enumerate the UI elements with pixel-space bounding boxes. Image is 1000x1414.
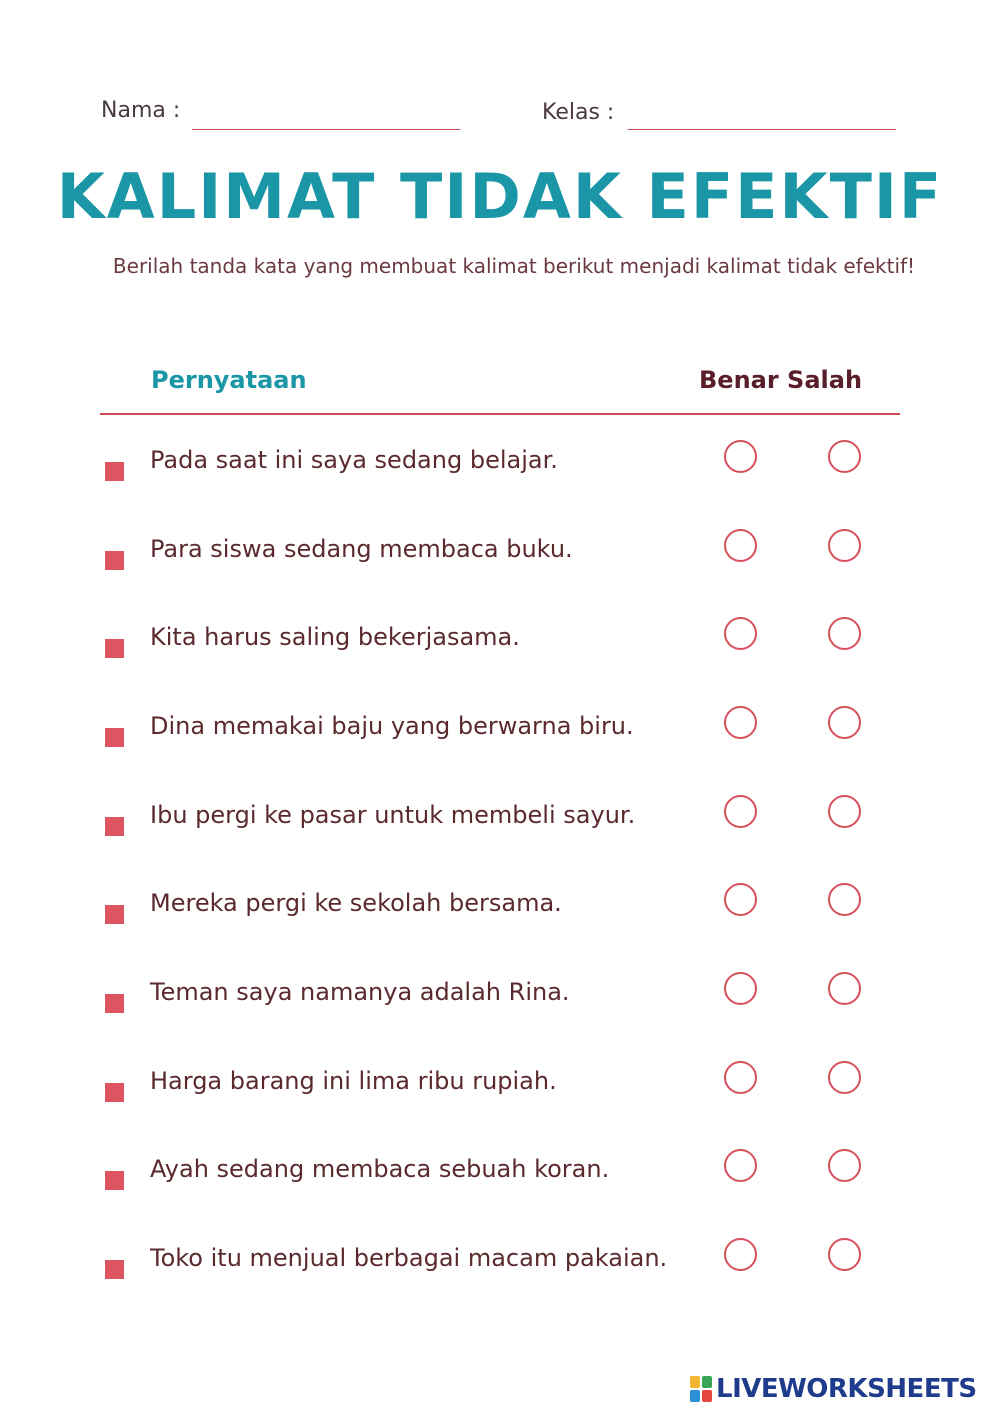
salah-radio[interactable]	[828, 617, 861, 650]
statement-text: Mereka pergi ke sekolah bersama.	[150, 889, 562, 917]
benar-radio[interactable]	[724, 1061, 757, 1094]
salah-radio[interactable]	[828, 795, 861, 828]
statement-text: Para siswa sedang membaca buku.	[150, 535, 573, 563]
statement-text: Toko itu menjual berbagai macam pakaian.	[150, 1244, 668, 1272]
salah-radio[interactable]	[828, 883, 861, 916]
statement-row-8	[0, 1067, 1000, 1137]
benar-radio[interactable]	[724, 1149, 757, 1182]
statement-row-1	[0, 446, 1000, 516]
header-divider	[100, 413, 900, 415]
square-bullet-icon	[105, 994, 124, 1013]
nama-label: Nama :	[101, 98, 181, 123]
kelas-label: Kelas :	[542, 100, 615, 125]
square-bullet-icon	[105, 1171, 124, 1190]
statement-row-3	[0, 623, 1000, 693]
square-bullet-icon	[105, 817, 124, 836]
statement-text: Dina memakai baju yang berwarna biru.	[150, 712, 634, 740]
statement-text: Ayah sedang membaca sebuah koran.	[150, 1155, 610, 1183]
salah-radio[interactable]	[828, 706, 861, 739]
square-bullet-icon	[105, 639, 124, 658]
statement-text: Ibu pergi ke pasar untuk membeli sayur.	[150, 801, 636, 829]
benar-radio[interactable]	[724, 706, 757, 739]
square-bullet-icon	[105, 551, 124, 570]
benar-radio[interactable]	[724, 617, 757, 650]
benar-radio[interactable]	[724, 795, 757, 828]
column-header-options	[699, 366, 862, 394]
statement-row-4	[0, 712, 1000, 782]
brand-text: LIVEWORKSHEETS	[716, 1374, 977, 1404]
square-bullet-icon	[105, 462, 124, 481]
statement-text: Pada saat ini saya sedang belajar.	[150, 446, 558, 474]
salah-radio[interactable]	[828, 440, 861, 473]
square-bullet-icon	[105, 1260, 124, 1279]
statement-text: Teman saya namanya adalah Rina.	[150, 978, 570, 1006]
column-header-salah: Salah	[787, 366, 863, 394]
instruction-text: Berilah tanda kata yang membuat kalimat berikut menjadi kalimat tidak efektif!	[112, 254, 916, 278]
column-header-benar: Benar	[699, 366, 779, 394]
square-bullet-icon	[105, 1083, 124, 1102]
statement-row-10	[0, 1244, 1000, 1314]
statement-row-7	[0, 978, 1000, 1048]
statement-row-2	[0, 535, 1000, 605]
salah-radio[interactable]	[828, 1061, 861, 1094]
statement-row-9	[0, 1155, 1000, 1225]
benar-radio[interactable]	[724, 1238, 757, 1271]
benar-radio[interactable]	[724, 883, 757, 916]
square-bullet-icon	[105, 728, 124, 747]
kelas-field[interactable]	[628, 129, 896, 130]
nama-field[interactable]	[192, 129, 460, 130]
liveworksheets-icon	[690, 1376, 712, 1402]
benar-radio[interactable]	[724, 440, 757, 473]
statement-text: Harga barang ini lima ribu rupiah.	[150, 1067, 557, 1095]
column-header-pernyataan: Pernyataan	[151, 366, 307, 394]
salah-radio[interactable]	[828, 1149, 861, 1182]
statement-row-6	[0, 889, 1000, 959]
salah-radio[interactable]	[828, 529, 861, 562]
liveworksheets-logo	[690, 1372, 977, 1406]
salah-radio[interactable]	[828, 1238, 861, 1271]
benar-radio[interactable]	[724, 972, 757, 1005]
statement-row-5	[0, 801, 1000, 871]
benar-radio[interactable]	[724, 529, 757, 562]
square-bullet-icon	[105, 905, 124, 924]
salah-radio[interactable]	[828, 972, 861, 1005]
page-title: KALIMAT TIDAK EFEKTIF	[56, 160, 944, 233]
statement-text: Kita harus saling bekerjasama.	[150, 623, 520, 651]
